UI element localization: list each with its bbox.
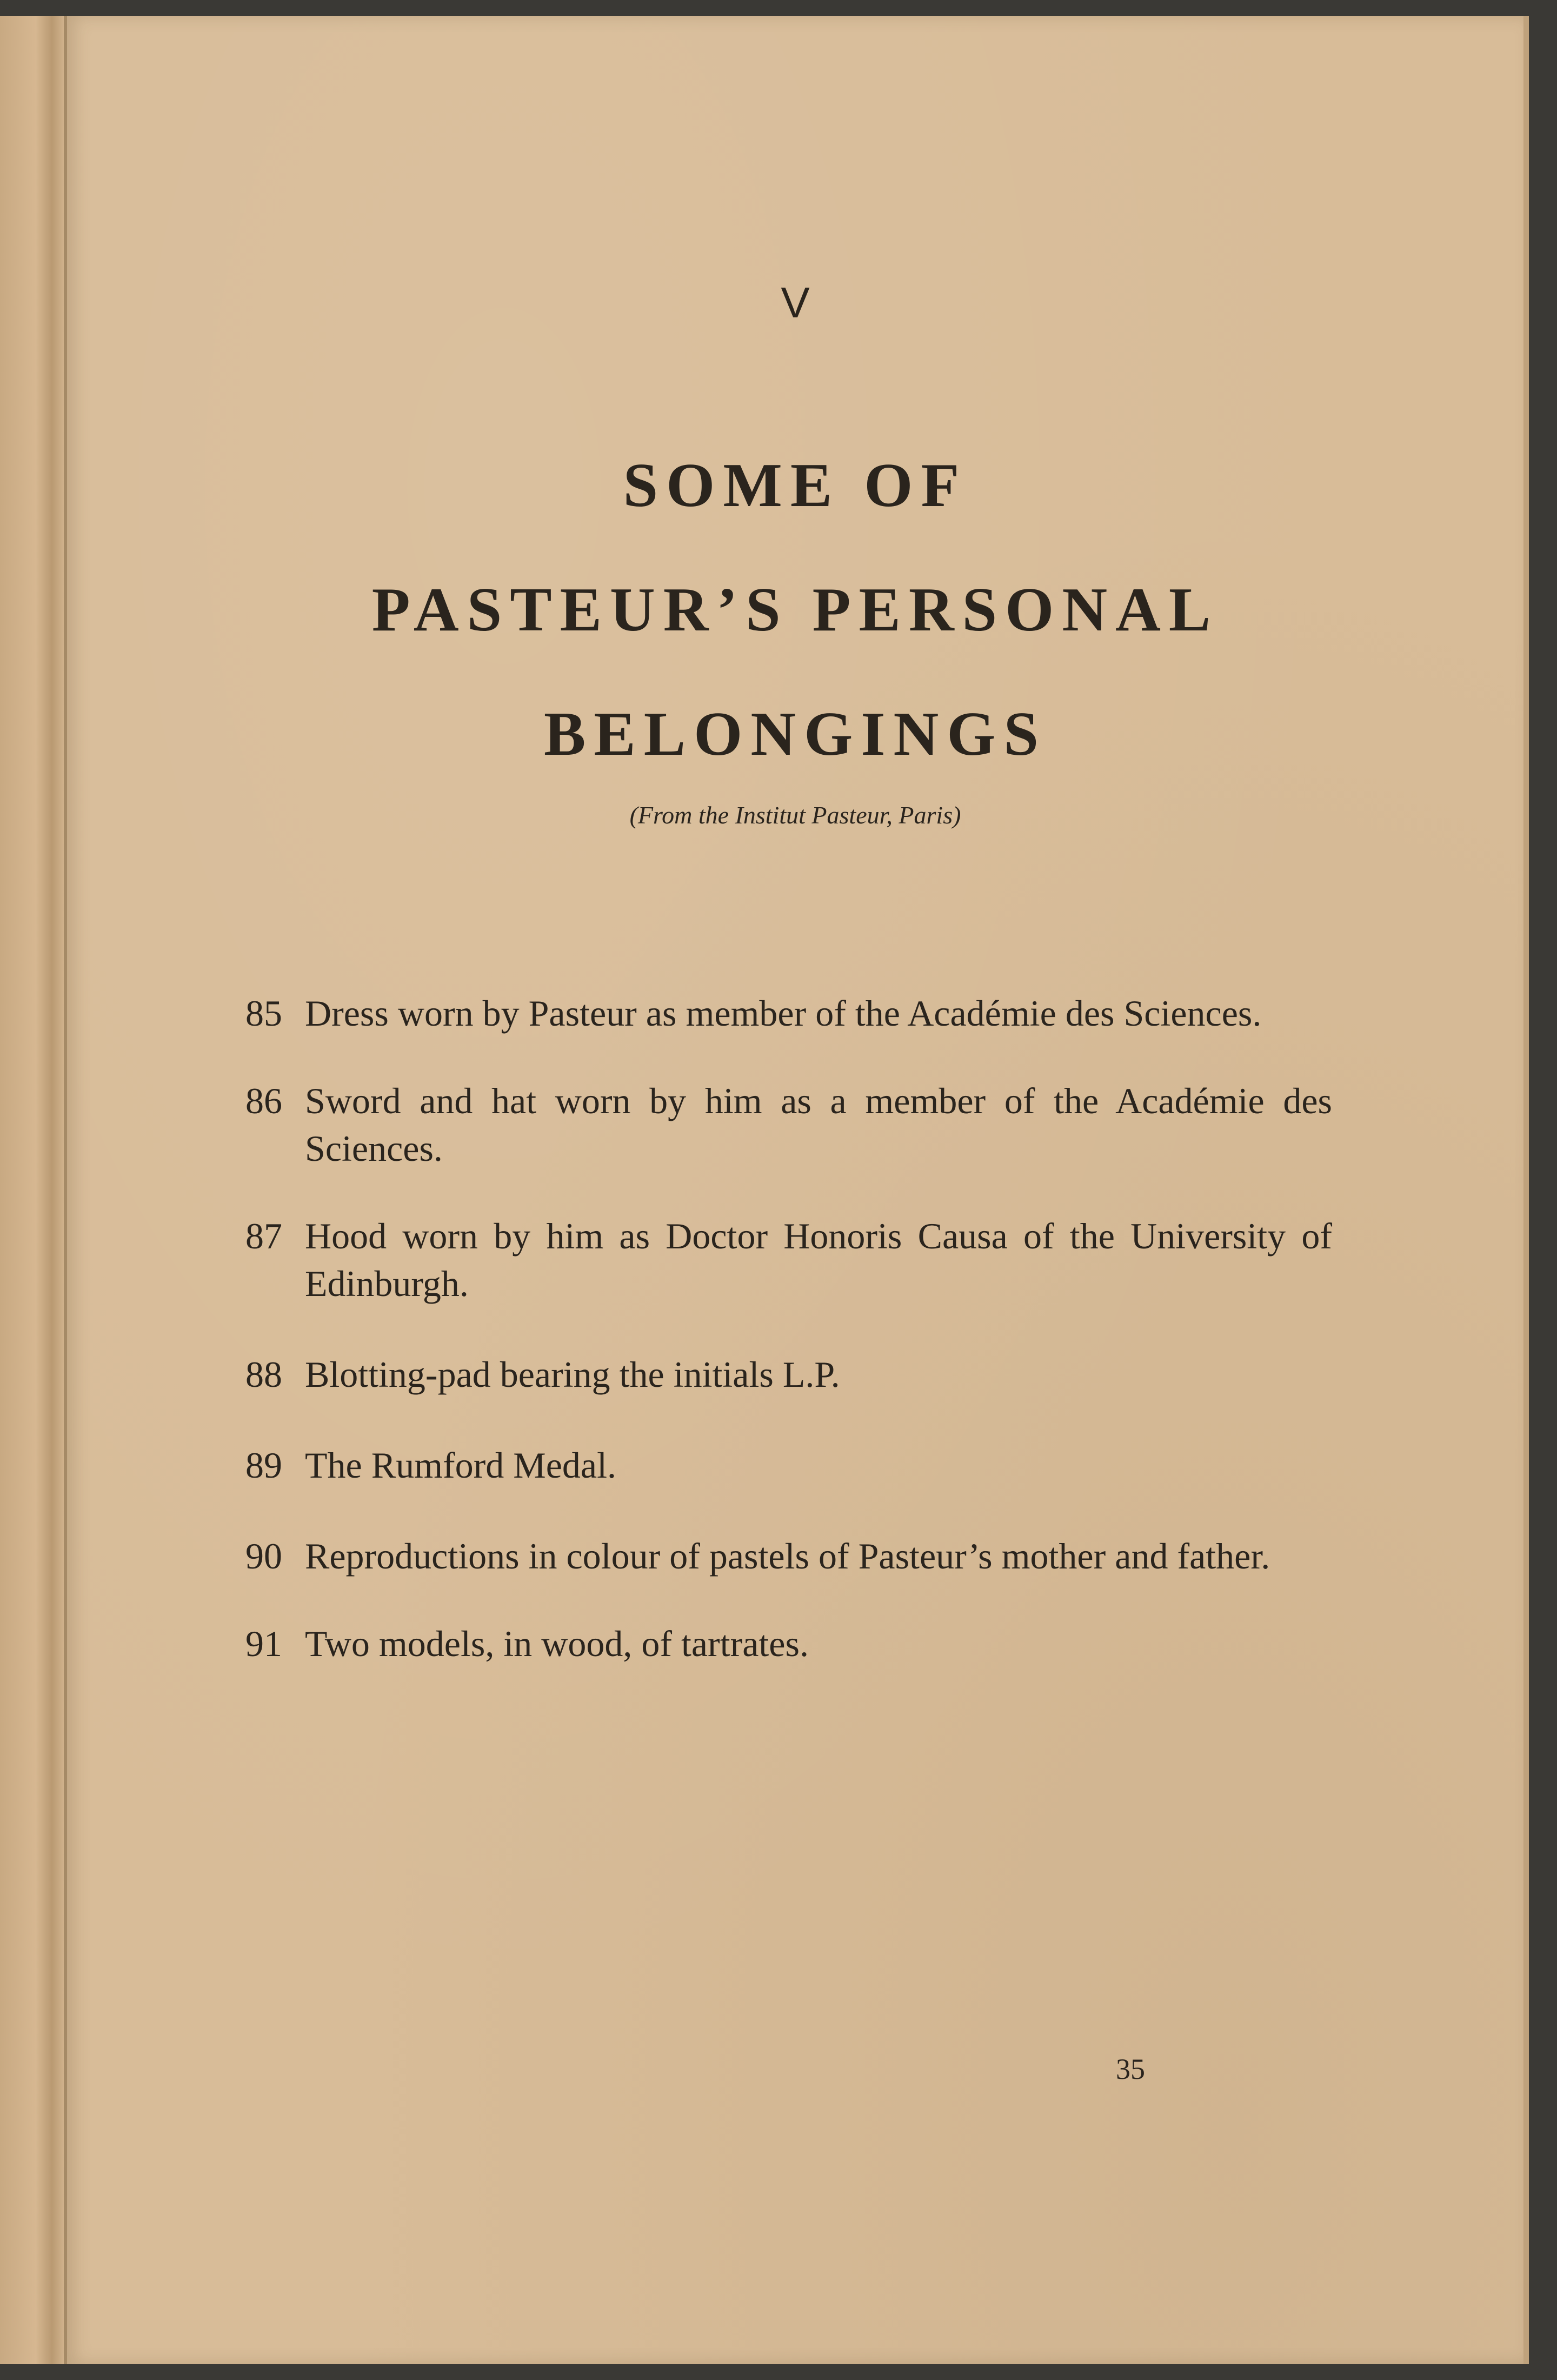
section-numeral: V [781, 278, 810, 327]
book-page [67, 16, 1523, 2364]
item-number: 89 [245, 1445, 282, 1486]
item-number: 87 [245, 1215, 282, 1257]
item-number: 85 [245, 993, 282, 1034]
item-description: Reproductions in colour of pastels of Pasteur’s mother and father. [305, 1535, 1270, 1577]
item-description: Blotting-pad bearing the initials L.P. [305, 1354, 840, 1395]
item-number: 90 [245, 1535, 282, 1577]
item-number: 86 [245, 1080, 282, 1121]
item-description: Hood worn by him as Doctor Honoris Causa of the University of Edinburgh. [305, 1215, 1332, 1304]
catalogue-item [245, 989, 1332, 1037]
item-number: 88 [245, 1354, 282, 1395]
item-number: 91 [245, 1623, 282, 1664]
catalogue-item [245, 1532, 1332, 1580]
item-description: The Rumford Medal. [305, 1445, 616, 1486]
page-number: 35 [1116, 2053, 1145, 2085]
catalogue-item [245, 1441, 1332, 1489]
catalogue-item [245, 1077, 1332, 1172]
previous-page-edge [0, 16, 65, 2364]
section-title-line-2: PASTEUR’S PERSONAL [371, 575, 1219, 644]
catalogue-item [245, 1620, 1332, 1667]
item-description: Dress worn by Pasteur as member of the Académie des Sciences. [305, 993, 1262, 1034]
section-source-note: (From the Institut Pasteur, Paris) [629, 801, 961, 829]
catalogue-item-list [245, 989, 1332, 1667]
catalogue-item [245, 1351, 1332, 1398]
section-title-line-3: BELONGINGS [544, 700, 1047, 769]
item-description: Two models, in wood, of tartrates. [305, 1623, 809, 1664]
catalogue-item [245, 1212, 1332, 1307]
section-title-line-1: SOME OF [623, 451, 968, 520]
page-right-edge [1523, 16, 1529, 2364]
item-description: Sword and hat worn by him as a member of the Académie des Sciences. [305, 1080, 1332, 1169]
